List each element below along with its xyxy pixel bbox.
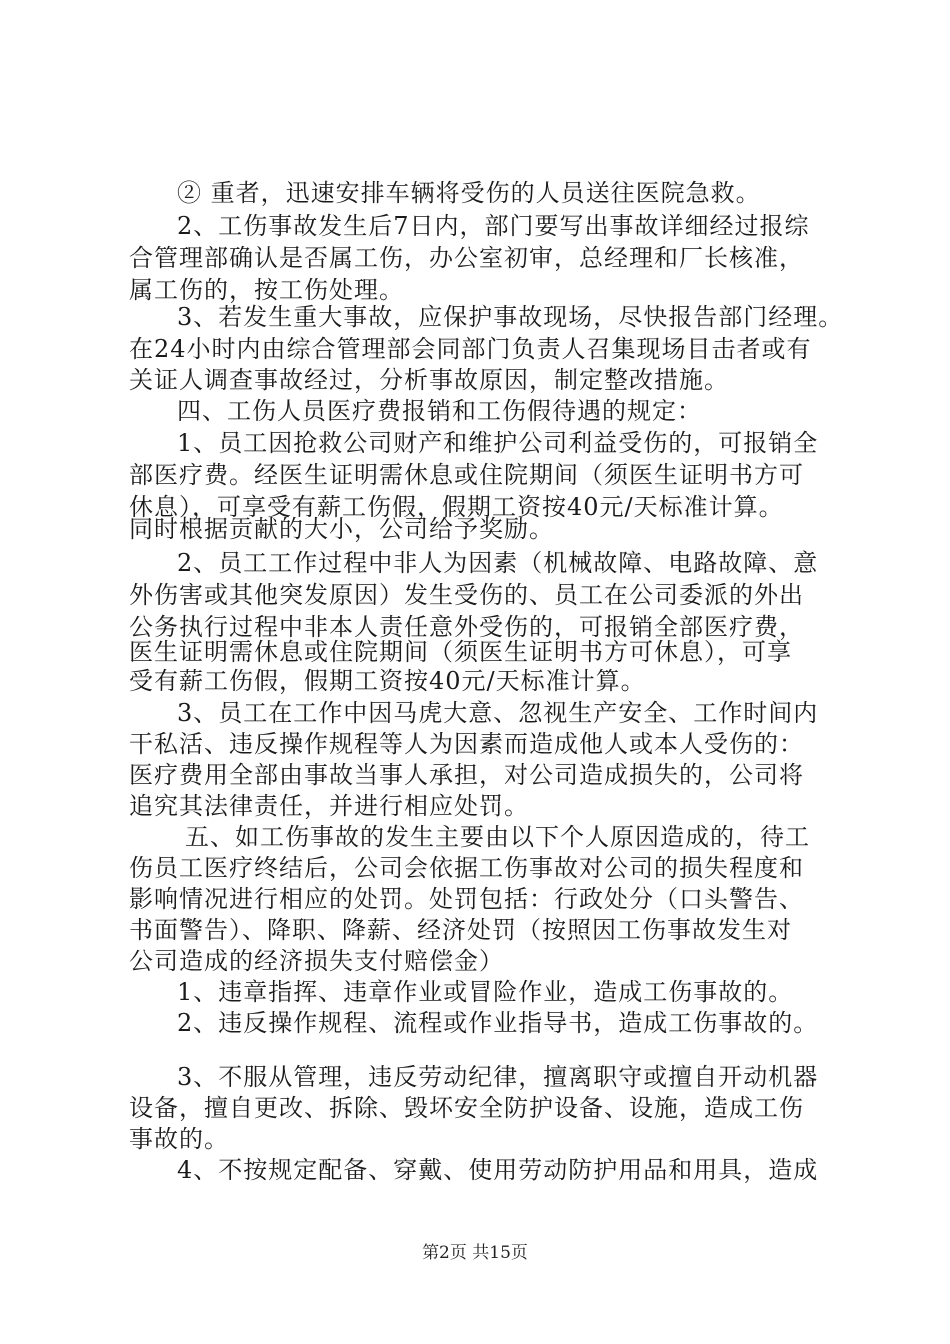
- text-line: 在24小时内由综合管理部会同部门负责人召集现场目击者或有: [129, 335, 812, 363]
- text-line: 事故的。: [129, 1125, 229, 1153]
- text-line: 部医疗费。经医生证明需休息或住院期间（须医生证明书方可: [129, 461, 804, 489]
- text-line: 合管理部确认是否属工伤，办公室初审，总经理和厂长核准，: [129, 244, 804, 272]
- text-line: ② 重者，迅速安排车辆将受伤的人员送往医院急救。: [177, 179, 761, 207]
- text-line: 外伤害或其他突发原因）发生受伤的、员工在公司委派的外出: [129, 581, 804, 609]
- text-line: 书面警告）、降职、降薪、经济处罚（按照因工伤事故发生对: [129, 916, 792, 944]
- page-number-footer: 第2页 共15页: [422, 1243, 528, 1263]
- text-line: 关证人调查事故经过，分析事故原因，制定整改措施。: [129, 366, 729, 394]
- text-line: 干私活、违反操作规程等人为因素而造成他人或本人受伤的：: [129, 730, 804, 758]
- text-line: 五、如工伤事故的发生主要由以下个人原因造成的，待工: [185, 823, 810, 851]
- text-line: 1、员工因抢救公司财产和维护公司利益受伤的，可报销全: [177, 429, 819, 457]
- text-line: 休息），可享受有薪工伤假，假期工资按40元/天标准计算。: [129, 493, 784, 521]
- text-line: 3、若发生重大事故，应保护事故现场，尽快报告部门经理。: [177, 303, 844, 331]
- text-line: 2、工伤事故发生后7日内，部门要写出事故详细经过报综: [177, 212, 810, 240]
- text-line: 同时根据贡献的大小，公司给予奖励。: [129, 515, 554, 543]
- text-line: 公司造成的经济损失支付赔偿金）: [129, 947, 504, 975]
- text-line: 2、员工工作过程中非人为因素（机械故障、电路故障、意: [177, 549, 819, 577]
- text-line: 伤员工医疗终结后，公司会依据工伤事故对公司的损失程度和: [129, 854, 804, 882]
- text-line: 3、员工在工作中因马虎大意、忽视生产安全、工作时间内: [177, 699, 819, 727]
- text-line: 四、工伤人员医疗费报销和工伤假待遇的规定：: [177, 397, 702, 425]
- text-line: 2、违反操作规程、流程或作业指导书，造成工伤事故的。: [177, 1009, 819, 1037]
- text-line: 设备，擅自更改、拆除、毁坏安全防护设备、设施，造成工伤: [129, 1094, 804, 1122]
- text-line: 影响情况进行相应的处罚。处罚包括：行政处分（口头警告、: [129, 885, 804, 913]
- text-line: 医生证明需休息或住院期间（须医生证明书方可休息），可享: [129, 638, 792, 666]
- text-line: 1、违章指挥、违章作业或冒险作业，造成工伤事故的。: [177, 978, 794, 1006]
- text-line: 追究其法律责任，并进行相应处罚。: [129, 792, 529, 820]
- text-line: 属工伤的，按工伤处理。: [129, 276, 404, 304]
- text-line: 4、不按规定配备、穿戴、使用劳动防护用品和用具，造成: [177, 1156, 819, 1184]
- text-line: 受有薪工伤假，假期工资按40元/天标准计算。: [129, 667, 646, 695]
- text-line: 医疗费用全部由事故当事人承担，对公司造成损失的，公司将: [129, 761, 804, 789]
- text-line: 公务执行过程中非本人责任意外受伤的，可报销全部医疗费，: [129, 613, 804, 641]
- text-line: 3、不服从管理，违反劳动纪律，擅离职守或擅自开动机器: [177, 1063, 819, 1091]
